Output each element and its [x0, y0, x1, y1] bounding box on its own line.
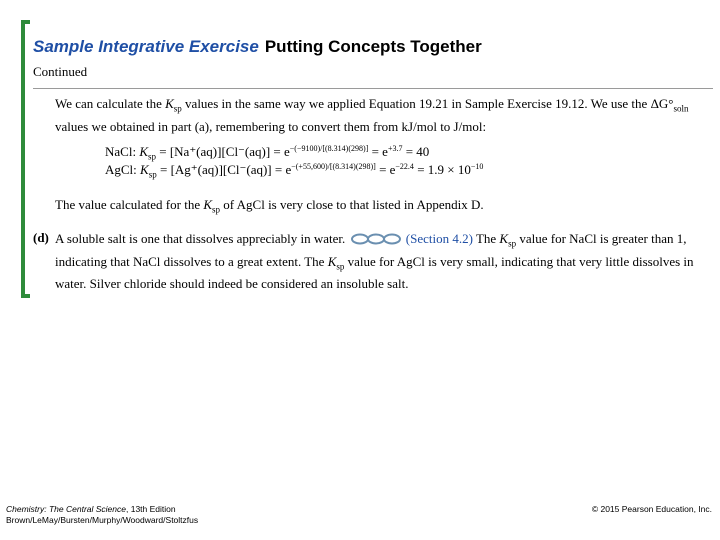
p2-text2: of AgCl is very close to that listed in Appendix D. [220, 197, 484, 212]
p2-k: K [203, 197, 213, 212]
divider [33, 88, 713, 89]
eq2-result-exp: −10 [470, 162, 484, 171]
p3-text2: The [472, 231, 500, 246]
ksp-sub: sp [173, 103, 182, 114]
eq2-k: K [140, 162, 149, 177]
p3-k1: K [499, 231, 509, 246]
eq2-exp2: −22.4 [395, 162, 414, 171]
p3-text1: A soluble salt is one that dissolves appreciably in water. [55, 231, 346, 246]
eq2-body: = [Ag⁺(aq)][Cl⁻(aq)] = e [156, 162, 292, 177]
book-authors: Brown/LeMay/Bursten/Murphy/Woodward/Stoltzfus [6, 515, 199, 525]
eq1-label: NaCl: [105, 144, 140, 159]
part-d-paragraph [55, 230, 705, 292]
eq1-exp2: +3.7 [387, 144, 403, 153]
equation-agcl [105, 162, 483, 180]
p3-ksub2: sp [336, 261, 345, 272]
ksp-k: K [165, 96, 174, 111]
comparison-paragraph [55, 196, 705, 219]
green-bracket [21, 20, 30, 298]
p2-ksub: sp [212, 204, 221, 215]
intro-paragraph [55, 95, 705, 135]
copyright: © 2015 Pearson Education, Inc. [591, 504, 712, 514]
eq1-body: = [Na⁺(aq)][Cl⁻(aq)] = e [156, 144, 290, 159]
p2-text1: The value calculated for the [55, 197, 204, 212]
chain-links-icon[interactable] [351, 233, 401, 245]
page-title [33, 37, 482, 57]
eq2-exp: −(+55,600)/[(8.314)(298)] [291, 162, 376, 171]
eq2-mid: = e [375, 162, 396, 177]
title-part1: Sample Integrative Exercise [33, 37, 259, 56]
eq2-ksub: sp [148, 169, 157, 180]
p3-ksub1: sp [508, 238, 517, 249]
p1-text3: values we obtained in part (a), remembering to convert them from kJ/mol to J/mol: [55, 118, 487, 134]
section-link[interactable]: (Section 4.2) [405, 231, 473, 246]
part-d-label: (d) [33, 230, 49, 245]
equation-nacl [105, 144, 429, 162]
dg-sub: soln [673, 103, 689, 114]
eq1-k: K [139, 144, 148, 159]
eq2-label: AgCl: [105, 162, 141, 177]
p3-k2: K [327, 253, 337, 269]
eq1-result: = 40 [402, 144, 430, 159]
dg-symbol: ΔG° [650, 96, 674, 111]
footer-citation [6, 504, 198, 526]
book-title: Chemistry: The Central Science [6, 504, 126, 514]
p3-text4: value for AgCl is very small, indicating that very little dissolves in water. Silver chloride should indeed be considered an insoluble salt. [55, 253, 694, 292]
eq1-ksub: sp [147, 151, 156, 162]
eq2-result: = 1.9 × 10 [413, 162, 471, 177]
title-part2: Putting Concepts Together [264, 37, 482, 56]
eq1-exp: −(−9100)/[(8.314)(298)] [289, 144, 369, 153]
p1-text2: values in the same way we applied Equation 19.21 in Sample Exercise 19.12. We use the [181, 96, 651, 111]
p3-text3: value for NaCl is greater than 1, indicating that NaCl dissolves to a great extent. The [55, 231, 687, 269]
continued-label: Continued [33, 64, 88, 79]
p1-text1: We can calculate the [55, 96, 166, 111]
book-edition: , 13th Edition [126, 504, 176, 514]
eq1-mid: = e [368, 144, 388, 159]
